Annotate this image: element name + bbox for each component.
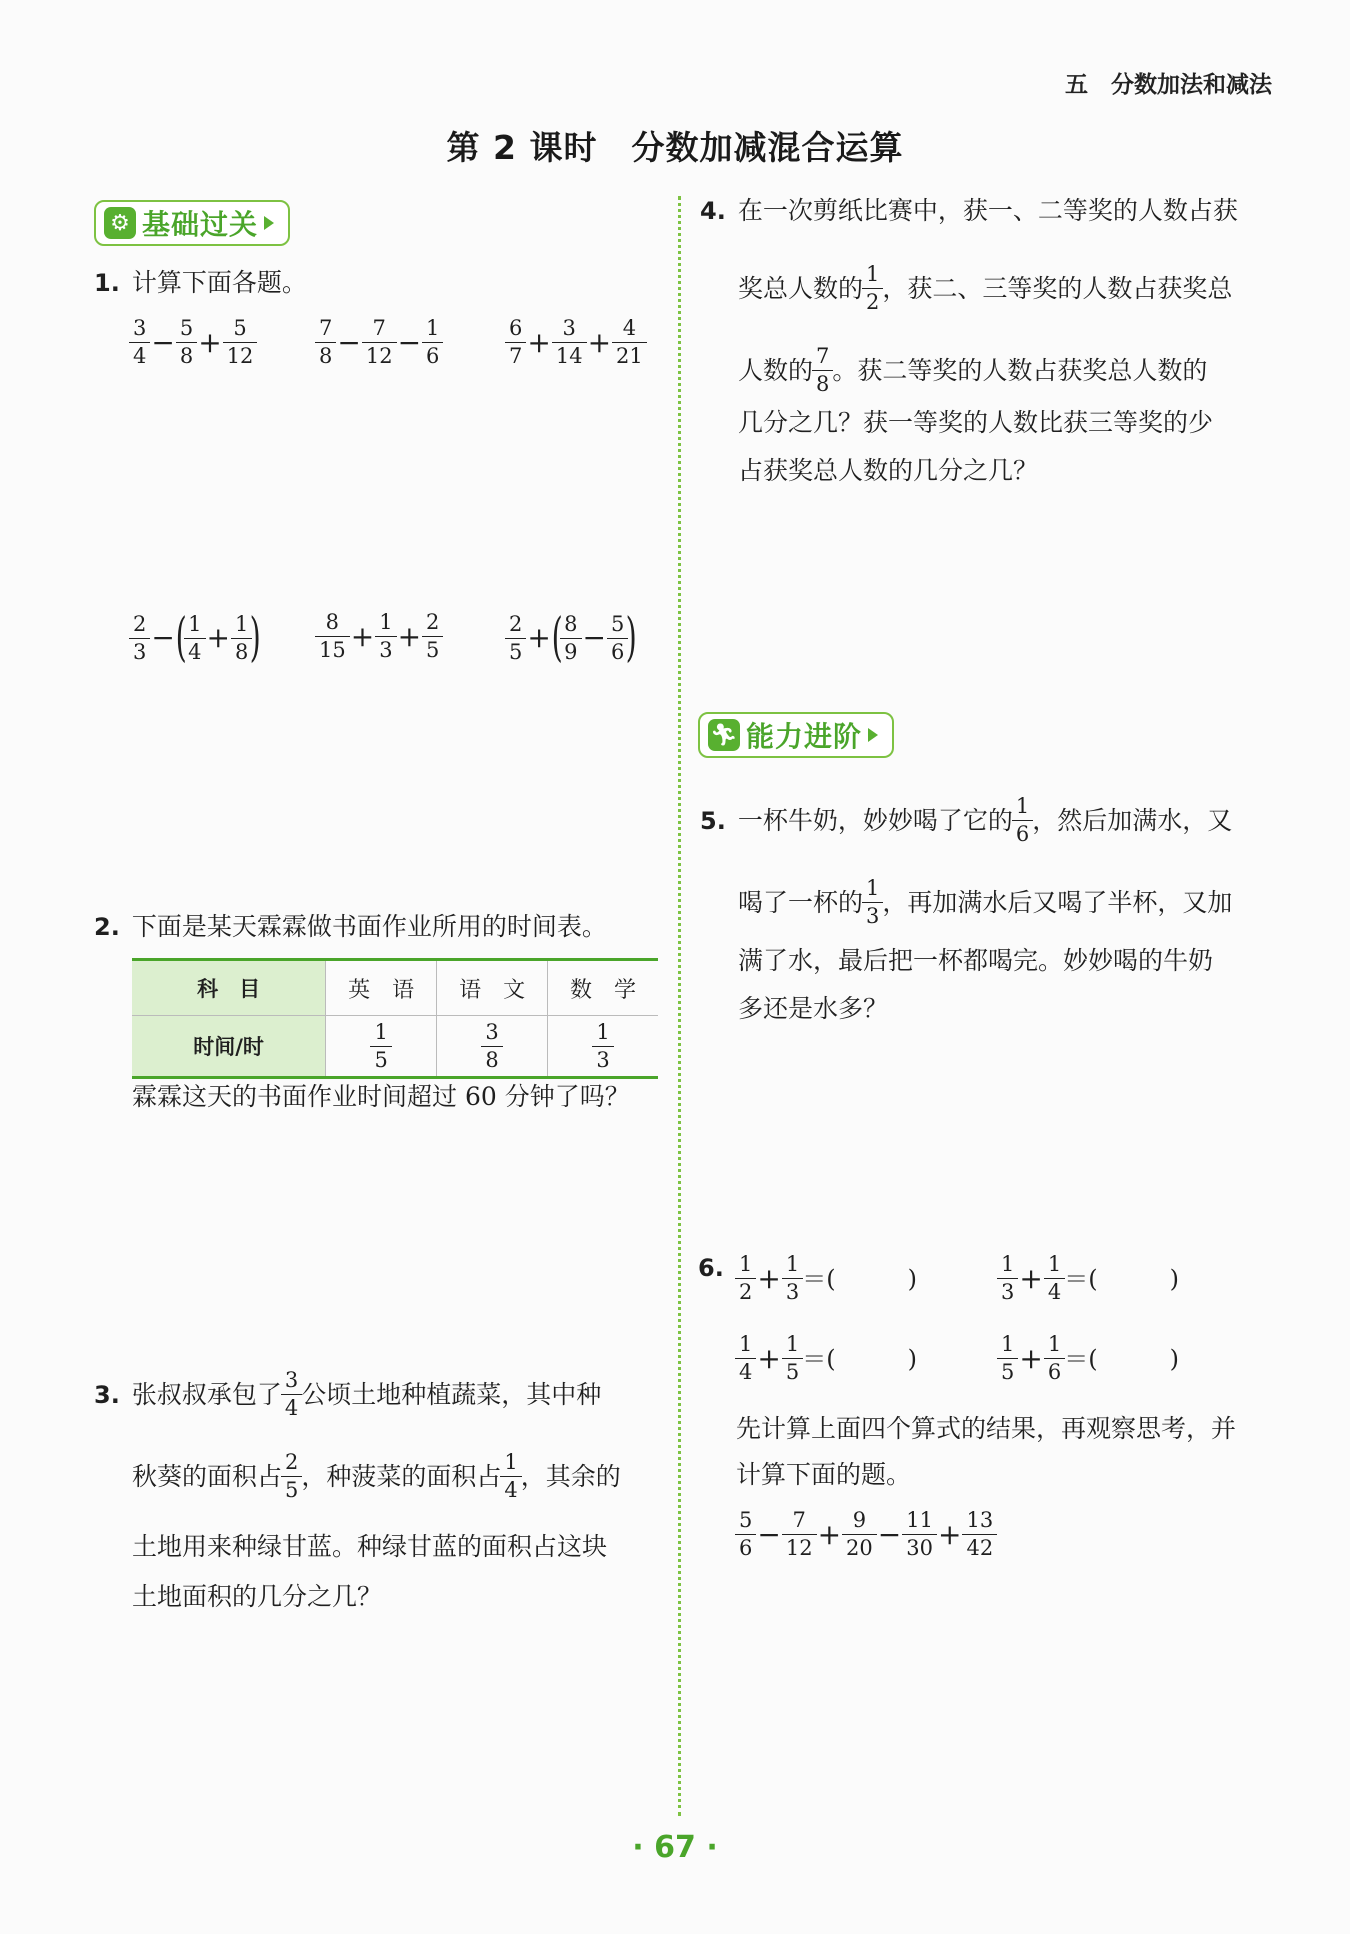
equation	[736, 1254, 917, 1303]
badge-arrow-icon	[264, 216, 274, 230]
parenthesis: (	[551, 608, 563, 668]
column-divider	[678, 196, 681, 1816]
question-2	[94, 914, 607, 939]
operator: +	[397, 619, 422, 653]
section-title-basic: 基础过关	[142, 208, 259, 241]
operator: −	[877, 1517, 902, 1551]
text-line: 土地用来种绿甘蓝。种绿甘蓝的面积占这块	[132, 1532, 608, 1561]
fraction: $\frac{1}{3}$	[999, 1254, 1016, 1303]
operator: −	[337, 325, 361, 359]
page-title: 第 2 课时 分数加减混合运算	[446, 128, 904, 167]
fraction: $\frac{2}{5}$	[507, 614, 524, 663]
fraction: $\frac{2}{5}$	[424, 612, 441, 661]
table-row-header: 时间/时	[132, 1016, 326, 1078]
fraction: $\frac{1}{4}$	[186, 614, 203, 663]
text-line: 计算下面的题。	[736, 1460, 912, 1489]
expression	[130, 318, 256, 367]
operator: +	[817, 1517, 842, 1551]
fraction: $\frac{1}{4}$	[737, 1334, 754, 1383]
fraction: $\frac{1}{6}$	[1046, 1334, 1063, 1383]
fraction: $\frac{8}{15}$	[317, 612, 348, 661]
fraction: $\frac{5}{6}$	[609, 614, 626, 663]
question-number: 3.	[94, 1380, 120, 1409]
fraction: $\frac{1}{4}$	[1046, 1254, 1063, 1303]
question-text: 计算下面各题。	[131, 268, 307, 297]
runner-icon: 🏃︎	[708, 719, 740, 751]
fraction: $\frac{7}{12}$	[784, 1510, 815, 1559]
operator: +	[1019, 1261, 1043, 1295]
operator: +	[198, 325, 222, 359]
parenthesis: )	[625, 608, 638, 668]
text-line: 喝了一杯的 $\frac{1}{3}$ ，再加满水后又喝了半杯，又加	[738, 876, 1233, 928]
fraction: $\frac{3}{14}$	[554, 318, 585, 367]
answer-blank[interactable]: ＝( )	[802, 1344, 917, 1373]
fraction: $\frac{7}{12}$	[364, 318, 395, 367]
section-badge-advanced	[698, 712, 894, 758]
operator: +	[1019, 1341, 1043, 1375]
question-text: 霖霖这天的书面作业时间超过 60 分钟了吗？	[132, 1082, 630, 1111]
expression	[736, 1510, 996, 1559]
gear-icon: ⚙	[104, 207, 136, 239]
expression-row	[736, 1510, 996, 1559]
time-table	[132, 958, 658, 1079]
fraction: $\frac{7}{8}$	[814, 346, 831, 395]
operator: −	[151, 325, 175, 359]
fraction: $\frac{1}{2}$	[737, 1254, 754, 1303]
fraction: $\frac{1}{5}$	[784, 1334, 801, 1383]
fraction: $\frac{11}{30}$	[904, 1510, 935, 1559]
fraction: $\frac{1}{3}$	[864, 878, 881, 927]
text-line: 满了水，最后把一杯都喝完。妙妙喝的牛奶	[738, 946, 1214, 975]
fraction: $\frac{5}{8}$	[178, 318, 195, 367]
text-line: 占获奖总人数的几分之几？	[738, 456, 1039, 485]
operator: +	[206, 621, 230, 654]
page-number: · 67 ·	[632, 1830, 718, 1865]
table-header: 科 目	[132, 960, 326, 1016]
fraction: $\frac{1}{8}$	[233, 614, 250, 663]
table-header: 数 学	[548, 960, 658, 1016]
operator: +	[527, 325, 551, 359]
answer-blank[interactable]: ＝( )	[1064, 1344, 1179, 1373]
section-title-advanced: 能力进阶	[746, 720, 863, 753]
text-line: 秋葵的面积占 $\frac{2}{5}$ ，种菠菜的面积占 $\frac{1}{4}$ ，其余的	[132, 1450, 621, 1502]
fraction: $\frac{5}{6}$	[737, 1510, 754, 1559]
expression	[506, 318, 646, 367]
table-header: 英 语	[326, 960, 437, 1016]
operator: +	[587, 325, 612, 359]
operator: −	[757, 1517, 781, 1551]
expression	[316, 318, 442, 367]
question-number: 6.	[698, 1254, 724, 1282]
parenthesis: (	[175, 608, 187, 668]
fraction: $\frac{5}{12}$	[225, 318, 256, 367]
expression-row	[130, 608, 670, 672]
question-4: 4. 在一次剪纸比赛中，获一、二等奖的人数占获	[700, 196, 1238, 225]
fraction: $\frac{2}{5}$	[283, 1452, 300, 1501]
chapter-heading: 五 分数加法和减法	[1065, 72, 1272, 98]
text-line: 人数的 $\frac{7}{8}$ 。获二等奖的人数占获奖总人数的	[738, 344, 1208, 396]
answer-blank[interactable]: ＝( )	[802, 1264, 917, 1293]
equation	[736, 1334, 917, 1383]
badge-arrow-icon	[868, 728, 878, 742]
fraction: $\frac{1}{5}$	[999, 1334, 1016, 1383]
fraction: $\frac{1}{2}$	[864, 264, 881, 313]
question-number: 2.	[94, 912, 120, 941]
operator: −	[397, 325, 422, 359]
fraction: $\frac{2}{3}$	[131, 614, 148, 663]
fraction: $\frac{1}{4}$	[502, 1452, 519, 1501]
expression	[130, 608, 262, 668]
fraction: $\frac{8}{9}$	[562, 614, 579, 663]
text-line: 先计算上面四个算式的结果，再观察思考，并	[736, 1414, 1237, 1443]
fraction: $\frac{1}{6}$	[1014, 796, 1031, 845]
question-1	[94, 270, 307, 295]
parenthesis: )	[249, 608, 262, 668]
operator: +	[527, 621, 551, 654]
text-line: 多还是水多？	[738, 994, 889, 1023]
table-header: 语 文	[437, 960, 548, 1016]
fraction: $\frac{4}{21}$	[614, 318, 645, 367]
question-text: 下面是某天霖霖做书面作业所用的时间表。	[131, 912, 607, 941]
operator: −	[582, 621, 606, 654]
section-badge-basic	[94, 200, 290, 246]
equation	[998, 1334, 1179, 1383]
equation	[998, 1254, 1179, 1303]
table-cell: $\frac{3}{8}$	[437, 1016, 548, 1078]
operator: +	[937, 1517, 962, 1551]
fraction: $\frac{7}{8}$	[317, 318, 334, 367]
table-cell: $\frac{1}{5}$	[326, 1016, 437, 1078]
question-number: 5.	[700, 806, 726, 835]
text-line: 土地面积的几分之几？	[132, 1582, 383, 1611]
question-number: 1.	[94, 268, 120, 297]
expression	[506, 608, 638, 668]
question-5: 5. 一杯牛奶，妙妙喝了它的 $\frac{1}{6}$ ，然后加满水，又	[700, 794, 1233, 846]
fraction: $\frac{1}{6}$	[424, 318, 441, 367]
fraction: $\frac{3}{4}$	[131, 318, 148, 367]
fraction: $\frac{3}{4}$	[283, 1370, 300, 1419]
fraction: $\frac{6}{7}$	[507, 318, 524, 367]
fraction: $\frac{1}{3}$	[377, 612, 394, 661]
operator: +	[757, 1261, 781, 1295]
operator: +	[350, 619, 375, 653]
expression-row	[130, 318, 660, 378]
fraction: $\frac{1}{3}$	[784, 1254, 801, 1303]
operator: −	[151, 621, 175, 654]
question-3: 3. 张叔叔承包了 $\frac{3}{4}$ 公顷土地种植蔬菜，其中种	[94, 1368, 602, 1420]
operator: +	[757, 1341, 781, 1375]
fraction: $\frac{13}{42}$	[964, 1510, 995, 1559]
expression	[316, 612, 442, 661]
table-cell: $\frac{1}{3}$	[548, 1016, 658, 1078]
text-line: 几分之几？获一等奖的人数比获三等奖的少	[738, 408, 1214, 437]
text-line: 奖总人数的 $\frac{1}{2}$ ，获二、三等奖的人数占获奖总	[738, 262, 1233, 314]
fraction: $\frac{9}{20}$	[844, 1510, 875, 1559]
question-number: 4.	[700, 196, 726, 225]
answer-blank[interactable]: ＝( )	[1064, 1264, 1179, 1293]
